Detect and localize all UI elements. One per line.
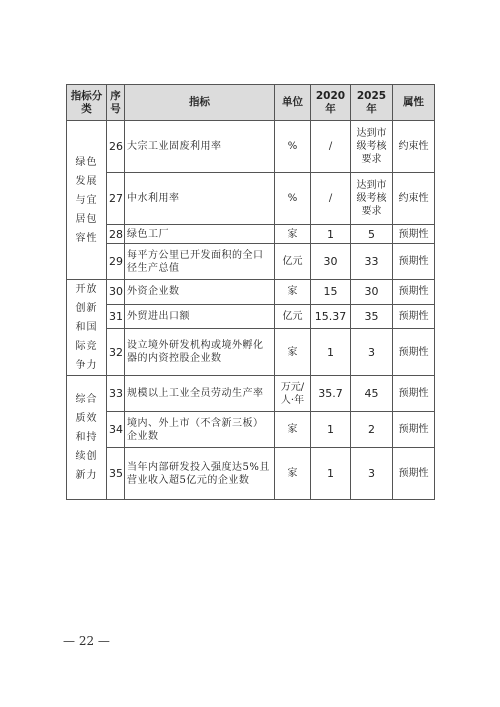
indicator-table bbox=[66, 84, 435, 500]
row-indicator: 绿色工厂 bbox=[125, 225, 275, 244]
row-unit: 家 bbox=[275, 225, 311, 244]
row-unit: % bbox=[275, 173, 311, 225]
header-row bbox=[67, 85, 435, 121]
row-2020: 1 bbox=[311, 448, 351, 500]
row-unit: 家 bbox=[275, 448, 311, 500]
row-unit: % bbox=[275, 121, 311, 173]
row-attribute: 预期性 bbox=[393, 304, 435, 329]
table-row bbox=[67, 280, 435, 305]
row-attribute: 约束性 bbox=[393, 173, 435, 225]
row-attribute: 预期性 bbox=[393, 412, 435, 448]
row-2025: 5 bbox=[351, 225, 393, 244]
row-indicator: 大宗工业固废利用率 bbox=[125, 121, 275, 173]
header-2020: 2020年 bbox=[311, 85, 351, 121]
row-2025: 3 bbox=[351, 329, 393, 376]
row-indicator: 设立境外研发机构或境外孵化器的内资控股企业数 bbox=[125, 329, 275, 376]
row-2020: / bbox=[311, 173, 351, 225]
row-attribute: 预期性 bbox=[393, 225, 435, 244]
table-row bbox=[67, 244, 435, 280]
row-unit: 家 bbox=[275, 412, 311, 448]
row-unit: 家 bbox=[275, 329, 311, 376]
row-indicator: 当年内部研发投入强度达5%且营业收入超5亿元的企业数 bbox=[125, 448, 275, 500]
row-2025: 3 bbox=[351, 448, 393, 500]
row-no: 29 bbox=[107, 244, 125, 280]
table-row bbox=[67, 376, 435, 412]
header-unit: 单位 bbox=[275, 85, 311, 121]
row-no: 28 bbox=[107, 225, 125, 244]
row-2025: 2 bbox=[351, 412, 393, 448]
row-2020: 1 bbox=[311, 225, 351, 244]
row-no: 30 bbox=[107, 280, 125, 305]
row-no: 34 bbox=[107, 412, 125, 448]
header-no: 序号 bbox=[107, 85, 125, 121]
row-indicator: 中水利用率 bbox=[125, 173, 275, 225]
row-attribute: 约束性 bbox=[393, 121, 435, 173]
row-no: 26 bbox=[107, 121, 125, 173]
row-2025: 30 bbox=[351, 280, 393, 305]
row-no: 33 bbox=[107, 376, 125, 412]
row-indicator: 规模以上工业全员劳动生产率 bbox=[125, 376, 275, 412]
row-unit: 万元/人·年 bbox=[275, 376, 311, 412]
row-no: 35 bbox=[107, 448, 125, 500]
row-2025: 35 bbox=[351, 304, 393, 329]
header-category: 指标分类 bbox=[67, 85, 107, 121]
row-no: 31 bbox=[107, 304, 125, 329]
row-attribute: 预期性 bbox=[393, 448, 435, 500]
table-row bbox=[67, 448, 435, 500]
table-row bbox=[67, 304, 435, 329]
table-row bbox=[67, 412, 435, 448]
header-indicator: 指标 bbox=[125, 85, 275, 121]
row-2025: 达到市级考核要求 bbox=[351, 121, 393, 173]
category-quality: 综合质效和持续创新力 bbox=[67, 376, 107, 500]
row-2020: 15 bbox=[311, 280, 351, 305]
table-row bbox=[67, 329, 435, 376]
row-no: 27 bbox=[107, 173, 125, 225]
row-unit: 亿元 bbox=[275, 244, 311, 280]
row-indicator: 每平方公里已开发面积的全口径生产总值 bbox=[125, 244, 275, 280]
row-no: 32 bbox=[107, 329, 125, 376]
row-unit: 家 bbox=[275, 280, 311, 305]
row-indicator: 境内、外上市（不含新三板）企业数 bbox=[125, 412, 275, 448]
category-green: 绿色发展与宜居包容性 bbox=[67, 121, 107, 280]
row-2020: 15.37 bbox=[311, 304, 351, 329]
category-open: 开放创新和国际竞争力 bbox=[67, 280, 107, 376]
row-2025: 达到市级考核要求 bbox=[351, 173, 393, 225]
row-2020: 30 bbox=[311, 244, 351, 280]
row-attribute: 预期性 bbox=[393, 280, 435, 305]
row-2020: 1 bbox=[311, 329, 351, 376]
row-2020: / bbox=[311, 121, 351, 173]
row-attribute: 预期性 bbox=[393, 329, 435, 376]
row-2025: 33 bbox=[351, 244, 393, 280]
row-attribute: 预期性 bbox=[393, 376, 435, 412]
table-row bbox=[67, 225, 435, 244]
row-indicator: 外资企业数 bbox=[125, 280, 275, 305]
row-attribute: 预期性 bbox=[393, 244, 435, 280]
row-2025: 45 bbox=[351, 376, 393, 412]
header-2025: 2025 年 bbox=[351, 85, 393, 121]
table-row bbox=[67, 121, 435, 173]
row-unit: 亿元 bbox=[275, 304, 311, 329]
row-2020: 1 bbox=[311, 412, 351, 448]
row-indicator: 外贸进出口额 bbox=[125, 304, 275, 329]
page-number: — 22 — bbox=[63, 634, 110, 648]
row-2020: 35.7 bbox=[311, 376, 351, 412]
header-attribute: 属性 bbox=[393, 85, 435, 121]
table-row bbox=[67, 173, 435, 225]
